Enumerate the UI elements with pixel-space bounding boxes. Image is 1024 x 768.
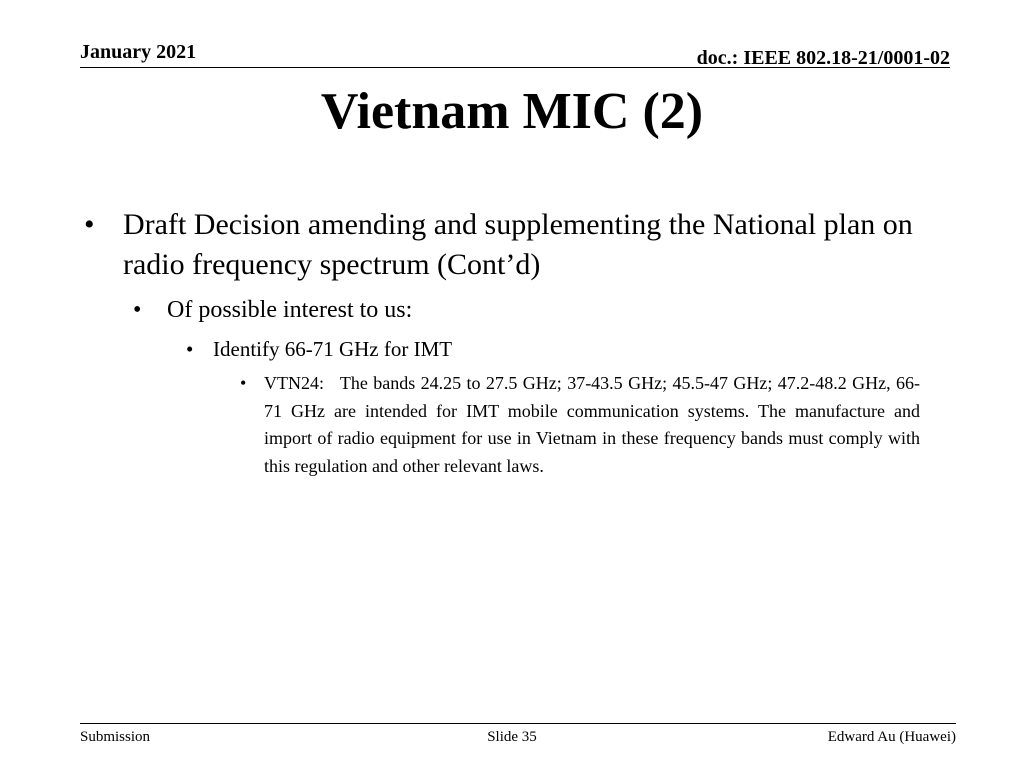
footer-submission: Submission bbox=[80, 729, 151, 745]
bullet-dot: • bbox=[240, 373, 247, 393]
bullet-text: Of possible interest to us: bbox=[167, 297, 413, 323]
bullet-text: Draft Decision amending and supplementing the National plan on radio frequency spectrum (Cont’d) bbox=[123, 208, 913, 281]
bullet-level-4 bbox=[240, 370, 920, 480]
bullet-level-2 bbox=[133, 295, 923, 325]
bullet-text: Identify 66-71 GHz for IMT bbox=[213, 337, 453, 361]
bullet-level-3 bbox=[186, 335, 926, 363]
footer-divider bbox=[80, 723, 956, 724]
header-date: January 2021 bbox=[80, 41, 197, 63]
header-doc-id: doc.: IEEE 802.18-21/0001-02 bbox=[696, 47, 950, 69]
footer-slide-number: Slide 35 bbox=[487, 729, 537, 745]
bullet-dot: • bbox=[133, 297, 142, 323]
bullet-dot: • bbox=[186, 337, 194, 361]
bullet-dot: • bbox=[84, 208, 95, 241]
footer-author: Edward Au (Huawei) bbox=[827, 729, 956, 745]
bullet-level-1 bbox=[84, 205, 924, 285]
slide-title: Vietnam MIC (2) bbox=[320, 83, 704, 140]
bullet-text: VTN24: The bands 24.25 to 27.5 GHz; 37-43.5 GHz; 45.5-47 GHz; 47.2-48.2 GHz, 66-71 GHz are intended for IMT mobile communication systems. The manufacture and import of radio equipment for use in Vietnam in these frequency bands must comply with this regulation and other relevant laws. bbox=[264, 373, 920, 476]
